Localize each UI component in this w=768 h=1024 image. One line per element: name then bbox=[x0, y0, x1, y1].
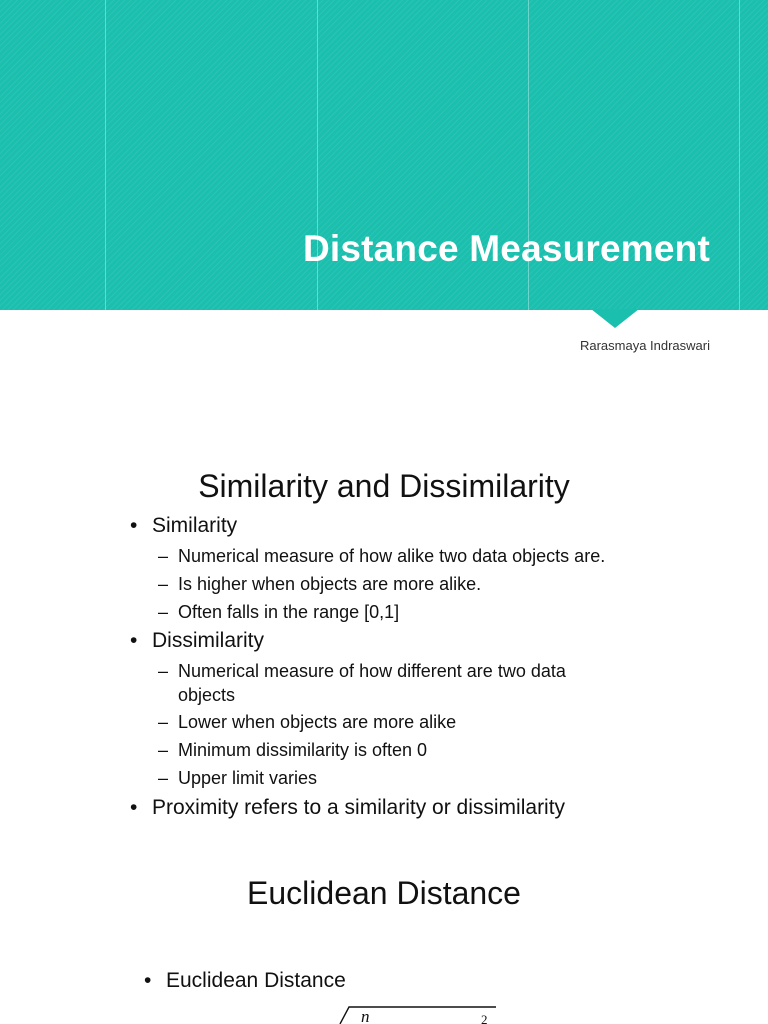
bullet-item bbox=[144, 969, 346, 993]
sub-bullet-text: Lower when objects are more alike bbox=[178, 712, 457, 732]
bullet-icon: • bbox=[130, 629, 138, 652]
sub-bullet-item bbox=[158, 661, 566, 682]
dash-icon: – bbox=[158, 602, 169, 622]
author-name: Rarasmaya Indraswari bbox=[579, 338, 710, 353]
sub-bullet-item bbox=[158, 574, 481, 595]
formula-upper-limit: n bbox=[361, 1007, 370, 1024]
slide-heading-similarity: Similarity and Dissimilarity bbox=[198, 468, 570, 504]
bullet-item bbox=[130, 796, 565, 820]
bullet-icon: • bbox=[144, 969, 152, 992]
bullet-icon: • bbox=[130, 514, 138, 537]
sub-bullet-item bbox=[158, 740, 427, 761]
sub-bullet-item bbox=[158, 768, 317, 789]
sub-bullet-text: Minimum dissimilarity is often 0 bbox=[178, 740, 428, 760]
sub-bullet-continuation bbox=[158, 685, 235, 706]
bullet-text: Similarity bbox=[152, 514, 238, 537]
slide-heading-euclidean: Euclidean Distance bbox=[247, 875, 521, 911]
formula-exponent: 2 bbox=[481, 1012, 488, 1024]
bullet-icon: • bbox=[130, 796, 138, 819]
dash-icon: – bbox=[158, 546, 169, 566]
bullet-text: Proximity refers to a similarity or dissimilarity bbox=[152, 796, 566, 819]
bullet-text: Euclidean Distance bbox=[166, 969, 346, 992]
sub-bullet-item bbox=[158, 602, 399, 623]
sub-bullet-text: objects bbox=[178, 685, 236, 705]
bullet-text: Dissimilarity bbox=[152, 629, 264, 652]
sub-bullet-text: Upper limit varies bbox=[178, 768, 318, 788]
sub-bullet-text: Numerical measure of how different are two data bbox=[178, 661, 566, 681]
dash-icon: – bbox=[158, 712, 169, 732]
banner-notch bbox=[591, 309, 639, 328]
dash-icon: – bbox=[158, 740, 169, 760]
banner-divider bbox=[739, 0, 740, 310]
euclidean-formula bbox=[330, 1000, 510, 1024]
banner-divider bbox=[105, 0, 106, 310]
sub-bullet-text: Is higher when objects are more alike. bbox=[178, 574, 482, 594]
bullet-item bbox=[130, 514, 237, 538]
sub-bullet-item bbox=[158, 546, 605, 567]
deck-title: Distance Measurement bbox=[302, 228, 710, 269]
bullet-item bbox=[130, 629, 264, 653]
dash-icon: – bbox=[158, 768, 169, 788]
sub-bullet-item bbox=[158, 712, 456, 733]
sub-bullet-text: Numerical measure of how alike two data objects are. bbox=[178, 546, 606, 566]
dash-icon: – bbox=[158, 661, 169, 681]
dash-icon: – bbox=[158, 574, 169, 594]
sub-bullet-text: Often falls in the range [0,1] bbox=[178, 602, 400, 622]
